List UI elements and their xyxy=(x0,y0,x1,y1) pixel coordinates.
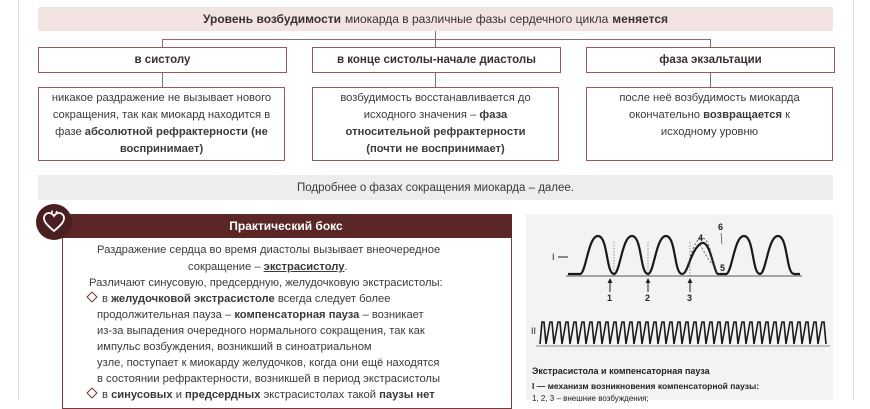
phase-label: в конце систолы-начале диастолы xyxy=(337,54,536,66)
mark-5: 5 xyxy=(720,263,726,273)
practice-text: всегда следует более xyxy=(277,293,391,305)
practice-bold: компенсаторная пауза xyxy=(234,309,360,321)
desc-text-2: к исходному уровню xyxy=(660,109,791,138)
phase-label: фаза экзальтации xyxy=(659,54,762,66)
connector-line xyxy=(162,39,163,47)
header-banner xyxy=(38,7,833,31)
extrasystole-diagram xyxy=(526,214,833,364)
connector-line xyxy=(162,39,710,40)
mark-4: 4 xyxy=(698,233,704,243)
connector-line xyxy=(435,31,436,39)
figure-caption-line: I — механизм возникновения компенсаторной паузы: xyxy=(532,381,760,391)
phase-description-end-systole xyxy=(312,87,559,161)
figure-caption-line: 1, 2, 3 – внешние возбуждения; xyxy=(532,394,649,403)
phase-description-exaltation xyxy=(586,87,833,161)
practice-text-line: Различают синусовую, предсердную, желудочковую экстрасистолы: xyxy=(89,277,443,289)
connector-line xyxy=(710,72,711,87)
practice-bold: экстрасистолу xyxy=(263,261,345,273)
practice-text: экстрасистолах такой xyxy=(263,389,377,401)
extrasystole-figure xyxy=(526,214,833,403)
desc-bold: фаза относительной рефрактерности xyxy=(345,109,526,138)
desc-bold-2: (почти не воспринимает) xyxy=(366,143,505,155)
desc-text: после неё возбудимость миокарда окончательно xyxy=(619,92,800,121)
practice-text-line: из-за выпадения очередного нормального сокращения, так как xyxy=(97,325,425,337)
phase-box-exaltation xyxy=(586,47,835,73)
header-text: миокарда в различные фазы сердечного цикла xyxy=(345,12,609,26)
practice-text: . xyxy=(344,261,348,273)
desc-bold: абсолютной рефрактерности (не воспринимает) xyxy=(84,126,268,155)
connector-line xyxy=(710,39,711,47)
practice-bold: синусовых xyxy=(111,389,173,401)
phase-box-end-systole xyxy=(312,47,561,73)
more-info-text: Подробнее о фазах сокращения миокарда – далее. xyxy=(296,181,575,194)
heart-icon xyxy=(42,210,66,234)
desc-text: возбудимость восстанавливается до исходного значения – xyxy=(340,92,531,121)
row-2-wave xyxy=(540,322,826,344)
practice-box-title: Практический бокс xyxy=(229,219,343,233)
mark-2: 2 xyxy=(645,293,651,303)
practice-bold: желудочковой экстрасистоле xyxy=(111,293,275,305)
mark-1: 1 xyxy=(607,293,613,303)
mark-3: 3 xyxy=(687,293,693,303)
row-1-label: I xyxy=(552,252,555,262)
connector-line xyxy=(435,39,436,47)
practice-bullet xyxy=(88,293,390,305)
desc-text: никакое раздражение не вызывает нового сокращения, так как миокард находится в фазе xyxy=(51,92,272,138)
practice-bullet xyxy=(88,389,435,401)
more-info-bar xyxy=(38,175,833,200)
practice-text: и xyxy=(175,389,182,401)
practice-text-line: в состоянии рефрактерности, возникшей в период экстрасистолы xyxy=(97,373,440,385)
header-bold-1: Уровень возбудимости xyxy=(202,12,342,26)
practice-text-line xyxy=(188,261,348,273)
practice-text-line: Раздражение сердца во время диастолы вызывает внеочередное xyxy=(97,244,441,256)
heart-badge xyxy=(36,204,72,240)
practice-bold: паузы нет xyxy=(379,389,435,401)
practice-text-line xyxy=(97,309,424,321)
diamond-bullet-icon xyxy=(86,291,97,302)
mark-6: 6 xyxy=(718,222,724,232)
practice-text-line: узле, поступает к миокарду желудочков, когда они ещё находятся xyxy=(97,357,440,369)
row-2-label: II xyxy=(531,326,537,336)
practice-text: сокращение – xyxy=(188,261,261,273)
phase-description-systole xyxy=(38,87,285,161)
practice-text: продолжительная пауза – xyxy=(97,309,232,321)
figure-caption-title: Экстрасистола и компенсаторная пауза xyxy=(532,366,710,376)
diamond-bullet-icon xyxy=(86,387,97,398)
connector-line xyxy=(162,72,163,87)
practice-text-line: импульс возбуждения, возникший в синоатриальном xyxy=(97,341,372,353)
practice-text: в xyxy=(102,389,108,401)
connector-line xyxy=(435,72,436,87)
practice-box-header xyxy=(60,214,512,238)
phase-label: в систолу xyxy=(134,54,191,66)
header-bold-2: меняется xyxy=(612,12,668,26)
phase-box-systole xyxy=(38,47,287,73)
practice-text: – возникает xyxy=(362,309,424,321)
desc-bold: возвращается xyxy=(703,109,783,121)
practice-bold: предсердных xyxy=(185,389,261,401)
practice-text: в xyxy=(102,293,108,305)
